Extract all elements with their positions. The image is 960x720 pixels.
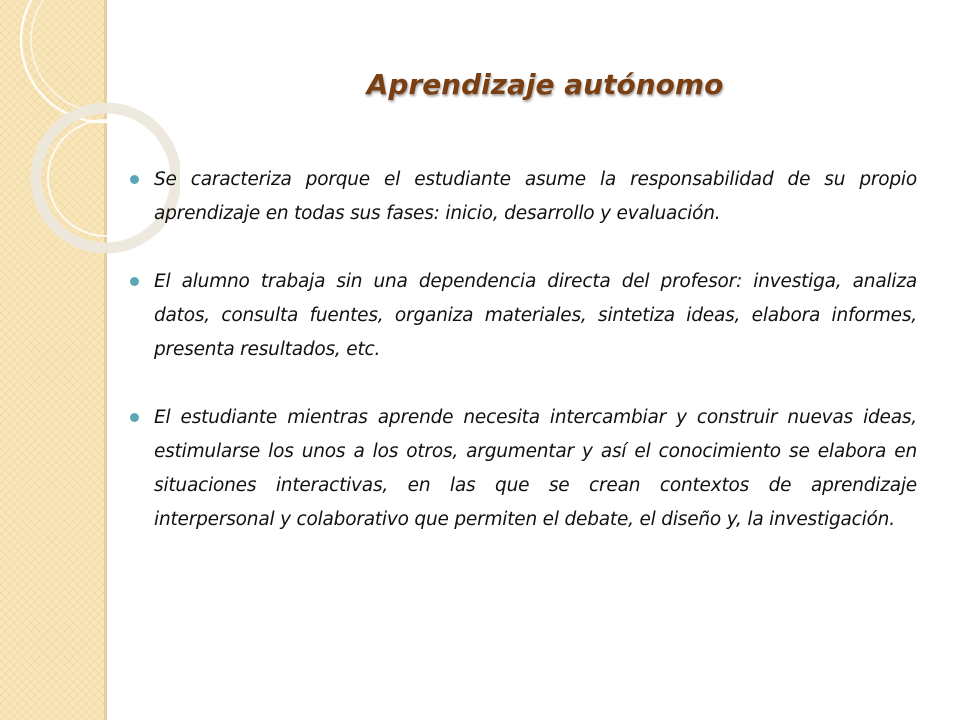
bullet-list — [125, 163, 917, 571]
list-item — [125, 163, 917, 231]
bullet-text: El alumno trabaja sin una dependencia directa del profesor: investiga, analiza datos, consulta fuentes, organiza materiales, sintetiza ideas, elabora informes, presenta resultados, etc. — [154, 271, 917, 360]
bullet-dot-icon — [130, 175, 139, 184]
bullet-dot-icon — [130, 413, 139, 422]
list-item — [125, 401, 917, 537]
large-ring-inner — [31, 0, 175, 112]
slide-title: Aprendizaje autónomo — [366, 68, 724, 101]
bullet-text: Se caracteriza porque el estudiante asume la responsabilidad de su propio aprendizaje en todas sus fases: inicio, desarrollo y evaluación. — [154, 169, 917, 224]
bullet-dot-icon — [130, 277, 139, 286]
bullet-text: El estudiante mientras aprende necesita intercambiar y construir nuevas ideas, estimularse los unos a los otros, argumentar y así el conocimiento se elabora en situaciones interactivas, en las que se crean contextos de aprendizaje interpersonal y colaborativo que permiten el debate, el diseño y, la investigación. — [154, 407, 917, 530]
list-item — [125, 265, 917, 367]
